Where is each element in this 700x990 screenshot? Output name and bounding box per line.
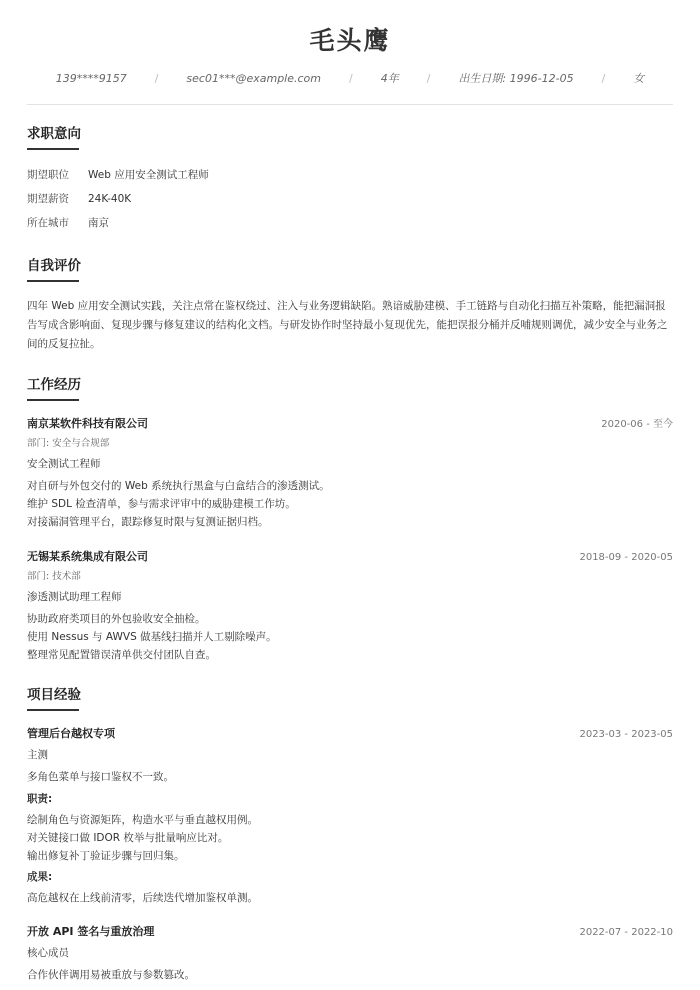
job-bullet: 对接漏洞管理平台，跟踪修复时限与复测证据归档。: [27, 516, 269, 528]
intent-row-salary: [27, 192, 131, 206]
self-evaluation-line: 间的反复拉扯。: [27, 338, 101, 350]
section-title-text: 自我评价: [27, 258, 81, 274]
job-bullet: 维护 SDL 检查清单，参与需求评审中的威胁建模工作坊。: [27, 498, 296, 510]
section-title-text: 求职意向: [27, 126, 81, 142]
job-date: 2018-09 - 2020-05: [579, 552, 673, 563]
section-underline: [27, 148, 79, 150]
experience-years: 4年: [380, 72, 399, 85]
section-title-text: 项目经验: [27, 687, 81, 703]
separator: /: [349, 71, 353, 85]
email: sec01***@example.com: [186, 71, 321, 85]
job-date: 2020-06 - 至今: [601, 419, 673, 430]
job-role: 安全测试工程师: [27, 458, 101, 470]
project-duty: 输出修复补丁验证步骤与回归集。: [27, 850, 185, 862]
birth-date: 出生日期: 1996-12-05: [458, 72, 574, 85]
section-underline: [27, 399, 79, 401]
job-bullet: 使用 Nessus 与 AWVS 做基线扫描并人工剔除噪声。: [27, 631, 277, 643]
separator: /: [154, 71, 159, 85]
project-date: 2023-03 - 2023-05: [579, 729, 673, 740]
section-underline: [27, 280, 79, 282]
intent-key: 所在城市: [27, 217, 69, 229]
contact-bar: [0, 70, 700, 86]
project-duty-label: 职责:: [27, 793, 53, 805]
intent-value: Web 应用安全测试工程师: [88, 169, 209, 181]
gender: 女: [633, 72, 645, 85]
separator: /: [601, 71, 606, 85]
section-title-work: [27, 376, 81, 394]
project-name: 开放 API 签名与重放治理: [27, 925, 155, 938]
project-name: 管理后台越权专项: [27, 727, 115, 740]
job-role: 渗透测试助理工程师: [27, 591, 122, 603]
intent-row-city: [27, 216, 109, 230]
separator: /: [426, 71, 431, 85]
job-bullet: 协助政府类项目的外包验收安全抽检。: [27, 613, 206, 625]
section-title-self: [27, 257, 81, 275]
section-title-intent: [27, 125, 81, 143]
intent-key: 期望职位: [27, 169, 69, 181]
project-result-label: 成果:: [27, 871, 53, 883]
job-department: 部门: 技术部: [27, 571, 81, 582]
project-result: 高危越权在上线前清零，后续迭代增加鉴权单测。: [27, 892, 258, 904]
self-evaluation: [27, 297, 675, 354]
header-divider: [27, 104, 673, 105]
intent-value: 南京: [88, 217, 109, 229]
self-evaluation-line: 告写成含影响面、复现步骤与修复建议的结构化文档。与研发协作时坚持最小复现优先，能把误报分桶并反哺规则调优，减少安全与业务之: [27, 319, 668, 331]
job-department: 部门: 安全与合规部: [27, 438, 110, 449]
project-description: 多角色菜单与接口鉴权不一致。: [27, 771, 174, 783]
project-description: 合作伙伴调用易被重放与参数篡改。: [27, 969, 195, 981]
project-duty: 对关键接口做 IDOR 枚举与批量响应比对。: [27, 832, 229, 844]
job-bullet: 对自研与外包交付的 Web 系统执行黑盒与白盒结合的渗透测试。: [27, 480, 330, 492]
job-company: 无锡某系统集成有限公司: [27, 550, 148, 563]
project-role: 主测: [27, 749, 48, 761]
project-duty: 绘制角色与资源矩阵，构造水平与垂直越权用例。: [27, 814, 258, 826]
phone: 139****9157: [55, 71, 127, 85]
job-bullet: 整理常见配置错误清单供交付团队自查。: [27, 649, 216, 661]
project-role: 核心成员: [27, 947, 69, 959]
intent-key: 期望薪资: [27, 193, 69, 205]
section-underline: [27, 709, 79, 711]
project-date: 2022-07 - 2022-10: [579, 927, 673, 938]
self-evaluation-line: 四年 Web 应用安全测试实践，关注点常在鉴权绕过、注入与业务逻辑缺陷。熟谙威胁建模、手工链路与自动化扫描互补策略，能把漏洞报: [27, 300, 666, 312]
candidate-name: 毛头鹰: [309, 26, 391, 55]
section-title-text: 工作经历: [27, 377, 81, 393]
section-title-projects: [27, 686, 81, 704]
intent-value: 24K-40K: [88, 193, 132, 205]
job-company: 南京某软件科技有限公司: [27, 417, 148, 430]
intent-row-position: [27, 168, 209, 182]
